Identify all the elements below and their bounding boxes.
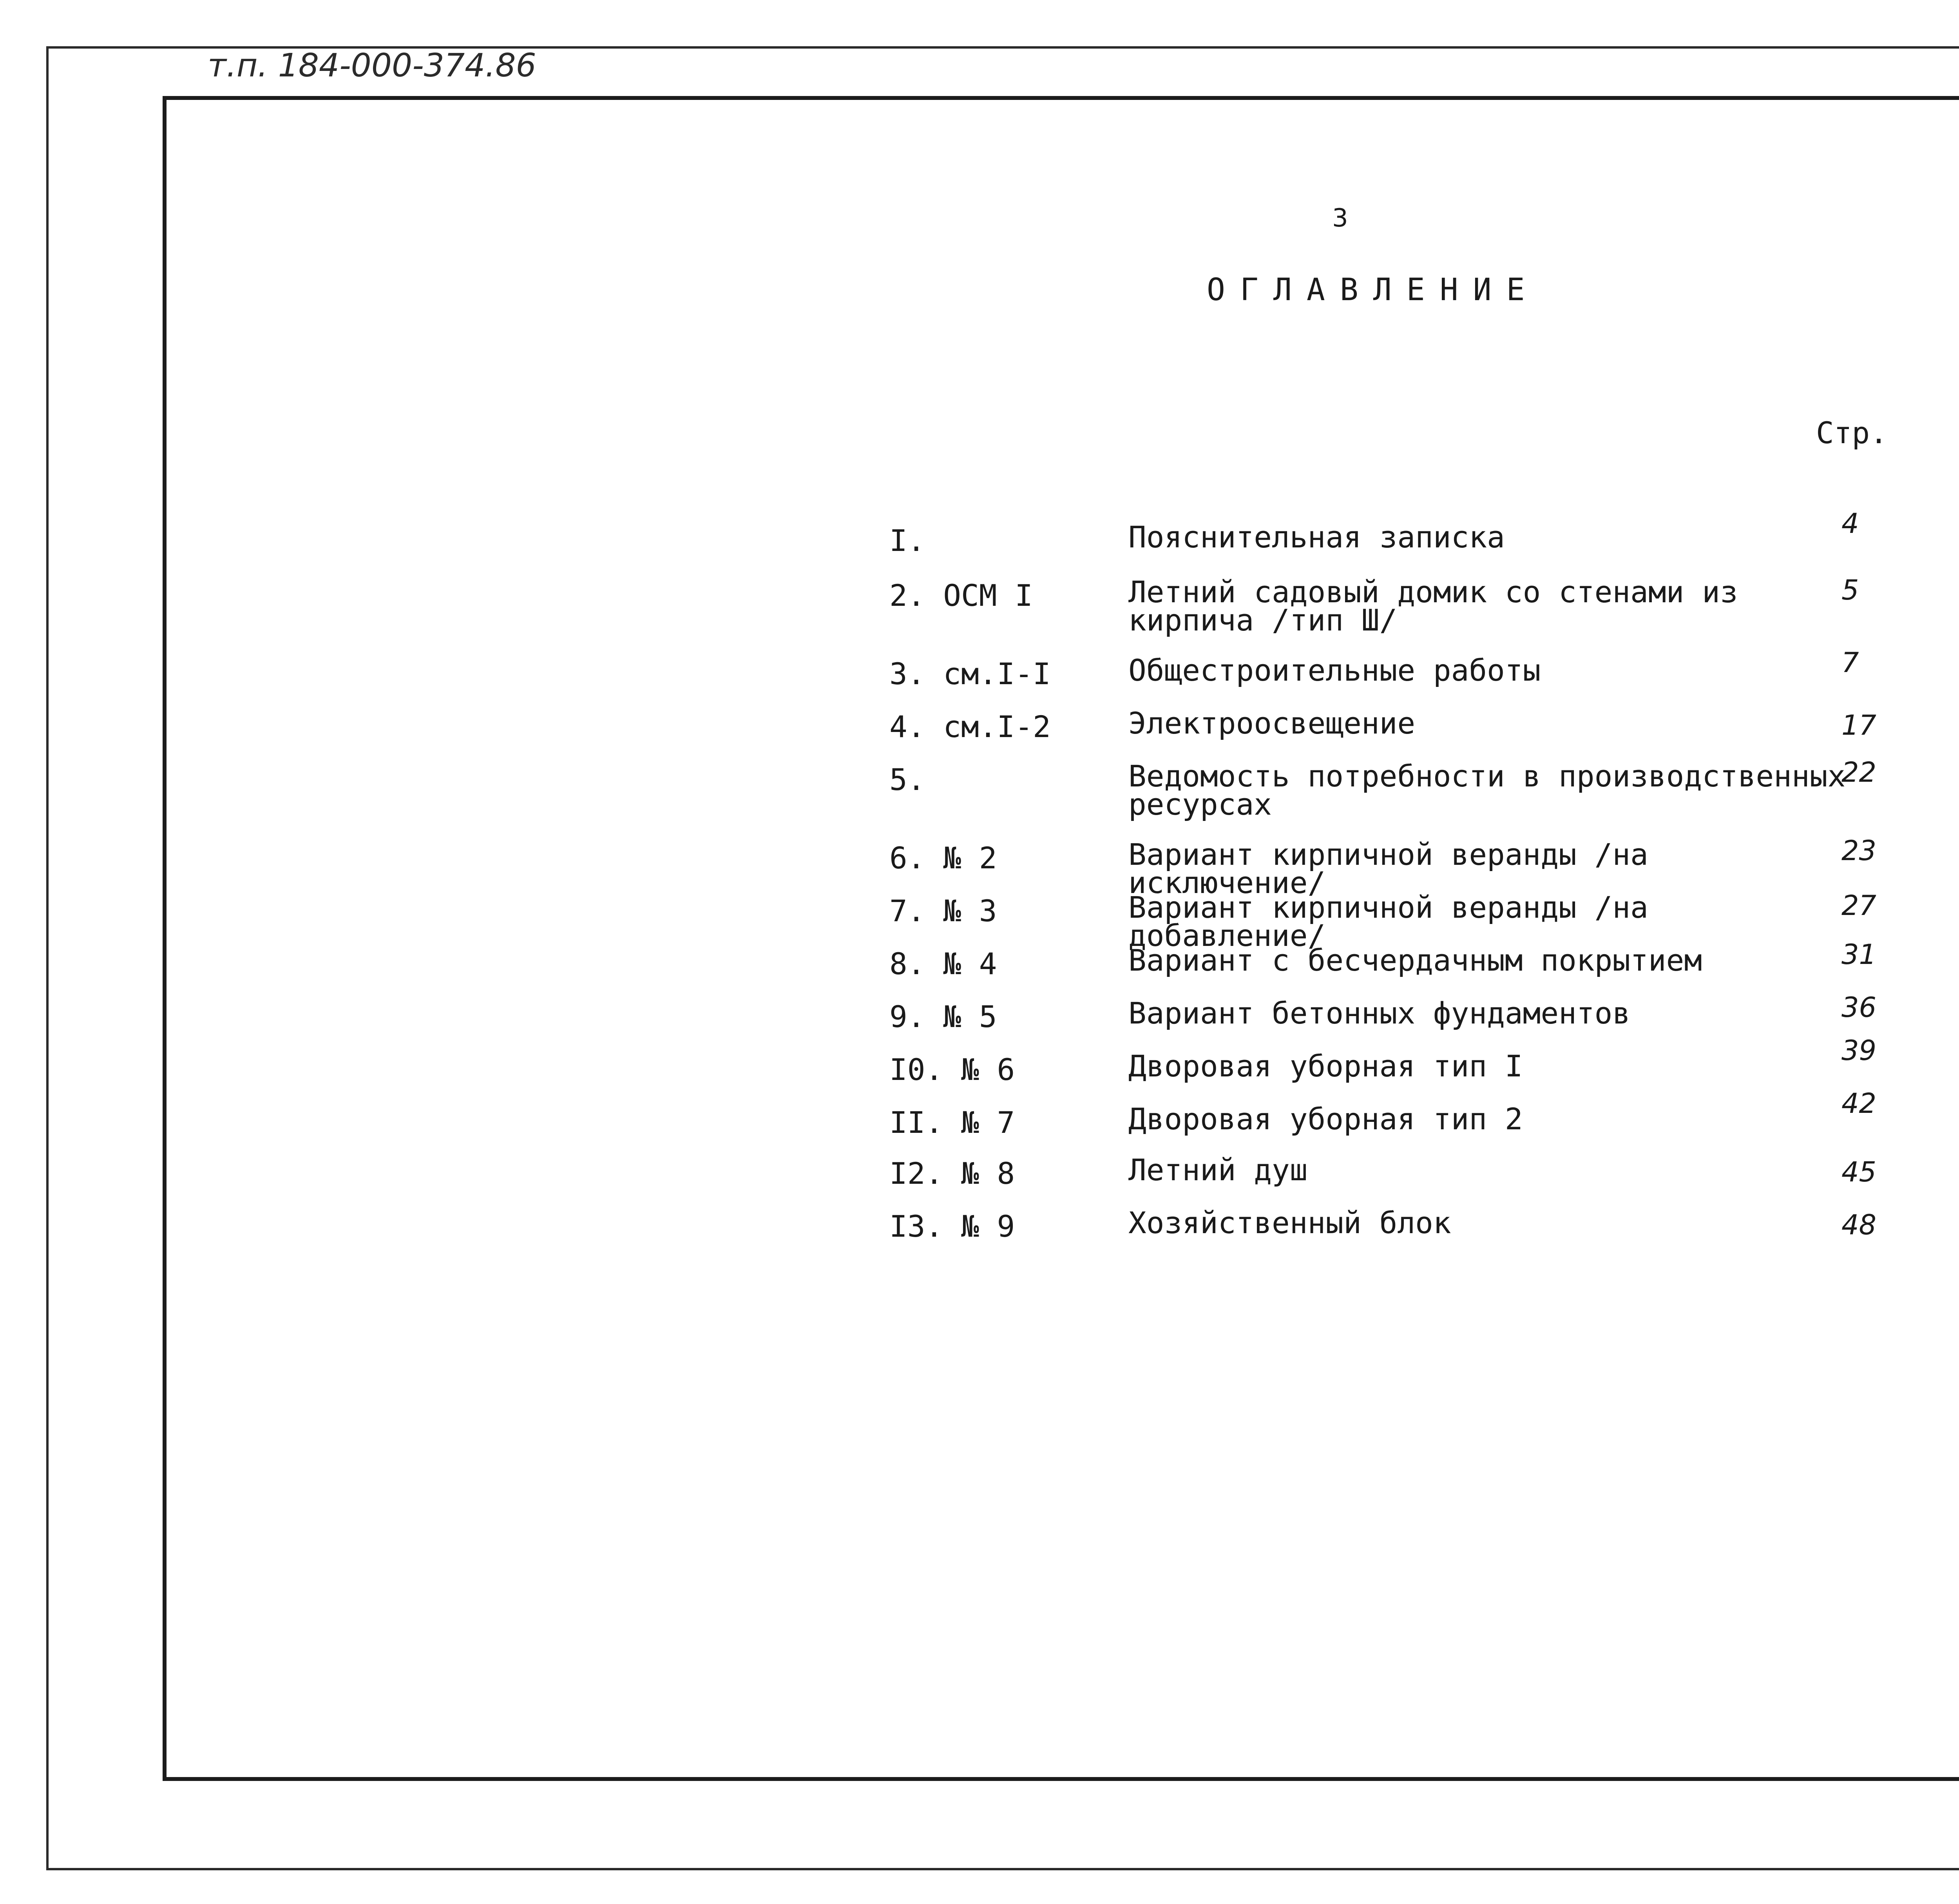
toc-entry-number: 2. ОСМ I (889, 578, 1033, 613)
toc-entry (0, 938, 1959, 1001)
toc-entry-title: Ведомость потребности в производственных ресурсах (1128, 759, 1846, 822)
toc-entry-page: 36 (1841, 991, 1877, 1024)
toc-entry-number: 3. см.I-I (889, 656, 1051, 691)
toc-entry-number: I2. № 8 (889, 1156, 1015, 1191)
toc-entry-page: 5 (1841, 574, 1859, 606)
toc-entry-page: 17 (1841, 709, 1877, 741)
toc-entry-title: Пояснительная записка (1128, 520, 1505, 554)
pages-column-header: Стр. (1816, 415, 1888, 450)
toc-entry-title: Вариант бетонных фундаментов (1128, 996, 1631, 1031)
toc-entry-page: 22 (1841, 756, 1877, 788)
toc-entry-page: 4 (1841, 507, 1859, 540)
toc-entry-page: 23 (1841, 835, 1877, 867)
toc-entry-number: 6. № 2 (889, 841, 997, 875)
toc-entry (0, 507, 1959, 578)
toc-entry-page: 48 (1841, 1209, 1877, 1241)
toc-entry (0, 1152, 1959, 1211)
toc-entry-title: Хозяйственный блок (1128, 1205, 1451, 1240)
toc-entry-number: 9. № 5 (889, 999, 997, 1034)
toc-entry-number: I. (889, 523, 925, 558)
toc-entry-page: 45 (1841, 1156, 1877, 1188)
toc-entry-number: 8. № 4 (889, 946, 997, 981)
toc-entry-number: I0. № 6 (889, 1052, 1015, 1087)
toc-entry-title: Дворовая уборная тип 2 (1128, 1101, 1523, 1136)
toc-entry-number: 5. (889, 762, 925, 797)
toc-entry-title: Электроосвещение (1128, 706, 1416, 741)
toc-entry (0, 889, 1959, 953)
toc-entry (0, 1034, 1959, 1107)
toc-entry-title: Вариант с бесчердачным покрытием (1128, 943, 1702, 978)
toc-entry (0, 756, 1959, 822)
toc-entry (0, 647, 1959, 711)
toc-entry (0, 835, 1959, 900)
toc-entry-page: 42 (1841, 1087, 1877, 1120)
toc-entry (0, 1087, 1959, 1160)
toc-entry-title: Общестроительные работы (1128, 653, 1541, 688)
toc-entry-number: 4. см.I-2 (889, 709, 1051, 744)
toc-title: ОГЛАВЛЕНИЕ (1207, 272, 1540, 308)
toc-entry (0, 706, 1959, 764)
toc-entry (0, 991, 1959, 1054)
designation-stamp: т.п. 184-000-374.86 (208, 47, 536, 84)
toc-entry-page: 31 (1841, 938, 1877, 971)
toc-entry (0, 1205, 1959, 1264)
toc-entry-page: 27 (1841, 889, 1877, 922)
toc-entry-page: 39 (1841, 1034, 1877, 1067)
toc-entry-title: Вариант кирпичной веранды /на добавление/ (1128, 890, 1648, 953)
toc-entry-title: Летний садовый домик со стенами из кирпича /тип Ш/ (1128, 574, 1738, 638)
toc-entry-title: Вариант кирпичной веранды /на исключение/ (1128, 837, 1648, 900)
toc-entry-number: II. № 7 (889, 1105, 1015, 1140)
toc-entry-page: 7 (1841, 647, 1859, 679)
toc-entry-number: I3. № 9 (889, 1209, 1015, 1244)
toc-entry-number: 7. № 3 (889, 893, 997, 928)
page-number: 3 (1332, 204, 1348, 233)
toc-entry (0, 574, 1959, 638)
toc-entry-title: Дворовая уборная тип I (1128, 1049, 1523, 1083)
toc-entry-title: Летний душ (1128, 1152, 1308, 1187)
